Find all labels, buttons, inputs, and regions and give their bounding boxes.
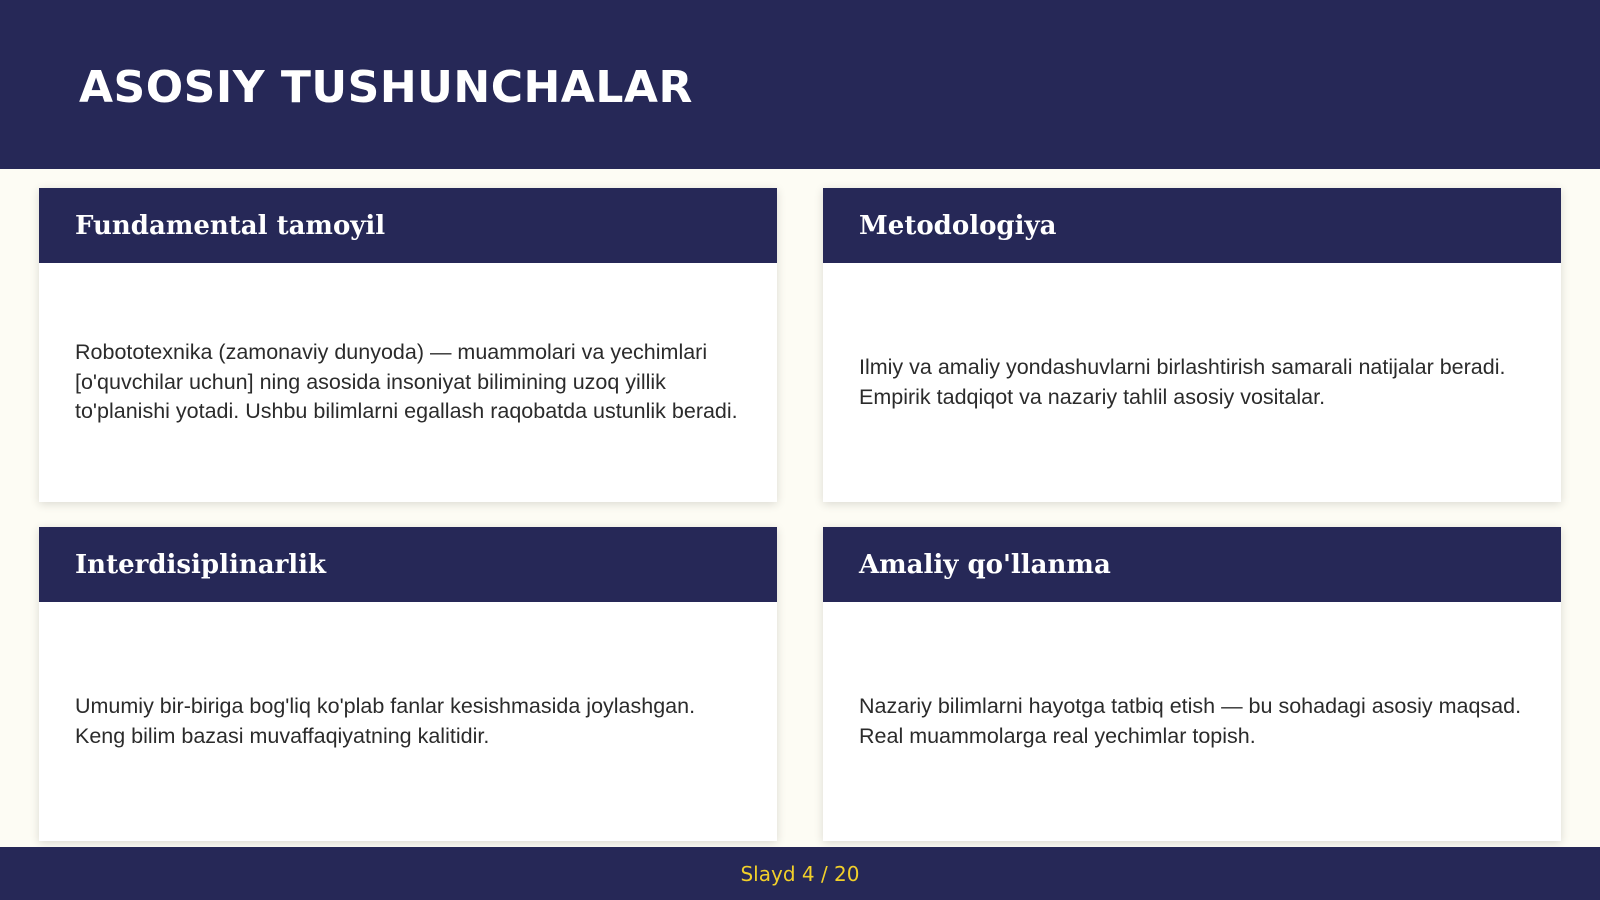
card-header: [39, 527, 777, 602]
card-header: [39, 188, 777, 263]
card-text: Nazariy bilimlarni hayotga tatbiq etish — bu sohadagi asosiy maqsad. Real muammolarga real yechimlar topish.: [859, 694, 1522, 748]
slide-counter: Slayd 4 / 20: [740, 861, 860, 886]
card-fundamental-tamoyil: [39, 188, 777, 502]
card-title: Interdisiplinarlik: [75, 550, 327, 580]
card-amaliy-qollanma: [823, 527, 1561, 841]
card-body: [823, 602, 1561, 841]
card-body: [39, 263, 777, 502]
card-text: Umumiy bir-biriga bog'liq ko'plab fanlar kesishmasida joylashgan. Keng bilim bazasi muvaffaqiyatning kalitidir.: [75, 694, 696, 748]
card-title: Amaliy qo'llanma: [859, 550, 1111, 580]
slide-header: [0, 0, 1600, 169]
card-body: [39, 602, 777, 841]
slide-title: ASOSIY TUSHUNCHALAR: [79, 62, 693, 113]
slide-footer: [0, 847, 1600, 900]
card-interdisiplinarlik: [39, 527, 777, 841]
card-header: [823, 527, 1561, 602]
card-metodologiya: [823, 188, 1561, 502]
card-title: Fundamental tamoyil: [75, 211, 386, 241]
card-text: Ilmiy va amaliy yondashuvlarni birlashtirish samarali natijalar beradi. Empirik tadqiqot va nazariy tahlil asosiy vositalar.: [859, 355, 1506, 409]
card-body: [823, 263, 1561, 502]
card-title: Metodologiya: [859, 211, 1057, 241]
card-text: Robototexnika (zamonaviy dunyoda) — muammolari va yechimlari [o'quvchilar uchun] ning asosida insoniyat bilimining uzoq yillik to'planishi yotadi. Ushbu bilimlarni egallash raqobatda ustunlik beradi.: [75, 340, 738, 424]
card-header: [823, 188, 1561, 263]
